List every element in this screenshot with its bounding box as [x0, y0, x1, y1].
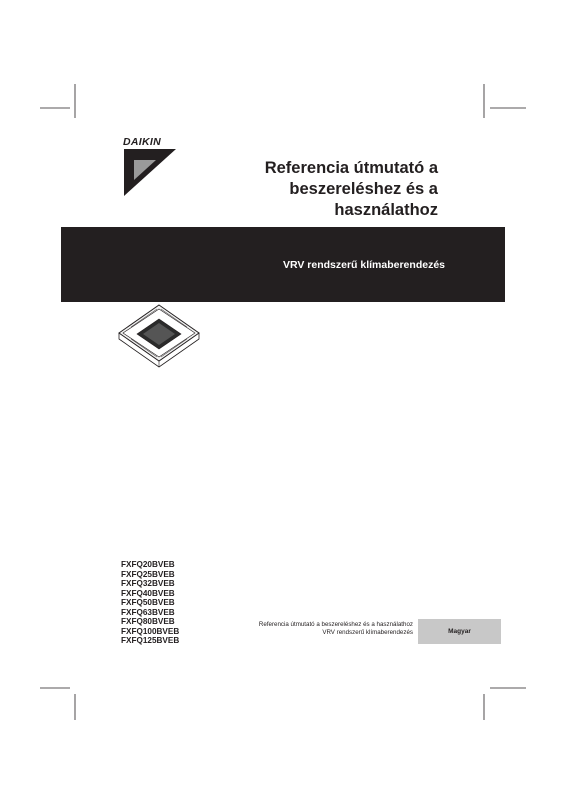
crop-mark-bottom-right: [476, 680, 526, 720]
footer-line: Referencia útmutató a beszereléshez és a használathoz: [258, 621, 413, 628]
model-item: FXFQ80BVEB: [121, 617, 175, 626]
crop-mark-bottom-left: [40, 680, 90, 720]
title-line: Referencia útmutató a: [264, 159, 438, 177]
footer-text: [259, 621, 413, 637]
model-item: FXFQ40BVEB: [121, 588, 175, 598]
cassette-unit-illustration-icon: [117, 303, 201, 373]
model-item: FXFQ125BVEB: [121, 636, 180, 645]
brand-name: DAIKIN: [123, 136, 161, 148]
model-item: FXFQ32BVEB: [121, 579, 175, 588]
footer-line: VRV rendszerű klímaberendezés: [322, 629, 413, 636]
model-item: FXFQ20BVEB: [121, 560, 175, 569]
title-band: [61, 227, 505, 302]
language-tab: Magyar: [418, 619, 501, 644]
title-line: használathoz: [334, 201, 438, 219]
title-line: beszereléshez és a: [289, 180, 438, 198]
page-title: [178, 158, 438, 221]
model-item: FXFQ63BVEB: [121, 607, 175, 617]
model-item: FXFQ100BVEB: [121, 626, 180, 636]
model-list: [121, 560, 179, 646]
model-item: FXFQ25BVEB: [121, 569, 175, 579]
model-item: FXFQ50BVEB: [121, 598, 175, 607]
crop-mark-top-left: [40, 84, 90, 124]
subtitle: VRV rendszerű klímaberendezés: [282, 259, 445, 271]
crop-mark-top-right: [476, 84, 526, 124]
